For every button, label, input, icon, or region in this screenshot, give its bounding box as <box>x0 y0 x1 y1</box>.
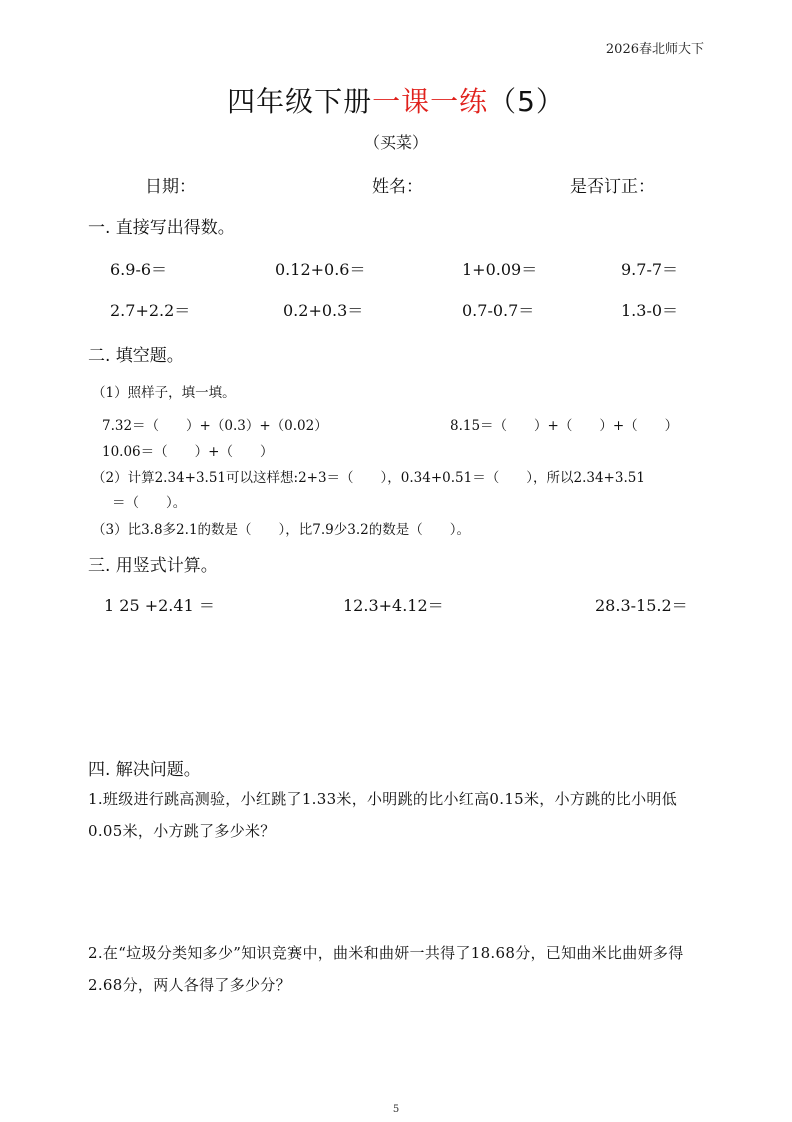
section4-heading: 四. 解决问题。 <box>88 760 201 780</box>
title-prefix: 四年级下册 <box>227 85 373 118</box>
calc-item: 0.7-0.7＝ <box>462 301 535 320</box>
correction-label: 是否订正： <box>570 177 655 197</box>
section2-heading: 二. 填空题。 <box>88 346 184 366</box>
page-title <box>0 80 792 120</box>
calc-item: 0.2+0.3＝ <box>283 301 364 320</box>
title-suffix: （5） <box>488 85 565 118</box>
vertical-calc-item: 28.3-15.2＝ <box>595 596 688 615</box>
calc-item: 2.7+2.2＝ <box>110 301 191 320</box>
header-tag: 2026春北师大下 <box>605 42 704 57</box>
calc-item: 6.9-6＝ <box>110 260 168 279</box>
question-1-blank-b: 10.06＝（ ）+（ ） <box>102 444 274 460</box>
vertical-calc-item: 1 25 +2.41 ＝ <box>104 596 215 615</box>
page-subtitle: （买菜） <box>363 133 428 152</box>
section3-heading: 三. 用竖式计算。 <box>88 556 218 576</box>
name-label: 姓名： <box>372 177 423 197</box>
calc-item: 1+0.09＝ <box>462 260 538 279</box>
problem-1: 1.班级进行跳高测验，小红跳了1.33米，小明跳的比小红高0.15米，小方跳的比小明低0.05米，小方跳了多少米？ <box>88 790 678 840</box>
section1-heading: 一. 直接写出得数。 <box>88 218 235 238</box>
problem-2: 2.在“垃圾分类知多少”知识竞赛中，曲米和曲妍一共得了18.68分，已知曲米比曲妍多得2.68分，两人各得了多少分？ <box>88 944 684 994</box>
date-label: 日期： <box>145 177 196 197</box>
question-1-blank-a: 8.15＝（ ）+（ ）+（ ） <box>450 418 679 434</box>
question-1-label: （1）照样子，填一填。 <box>92 385 236 401</box>
vertical-calc-item: 12.3+4.12＝ <box>343 596 444 615</box>
question-1-example: 7.32＝（ ）+（0.3）+（0.02） <box>102 418 328 434</box>
calc-item: 1.3-0＝ <box>621 301 679 320</box>
question-2-line2: ＝（ ）。 <box>112 495 187 511</box>
calc-item: 9.7-7＝ <box>621 260 679 279</box>
page-number: 5 <box>392 1104 400 1115</box>
question-2-line1: （2）计算2.34+3.51可以这样想:2+3＝（ ），0.34+0.51＝（ ），所以2.34+3.51 <box>92 470 645 486</box>
question-3: （3）比3.8多2.1的数是（ ），比7.9少3.2的数是（ ）。 <box>92 522 470 538</box>
title-highlight: 一课一练 <box>372 85 489 118</box>
calc-item: 0.12+0.6＝ <box>275 260 366 279</box>
